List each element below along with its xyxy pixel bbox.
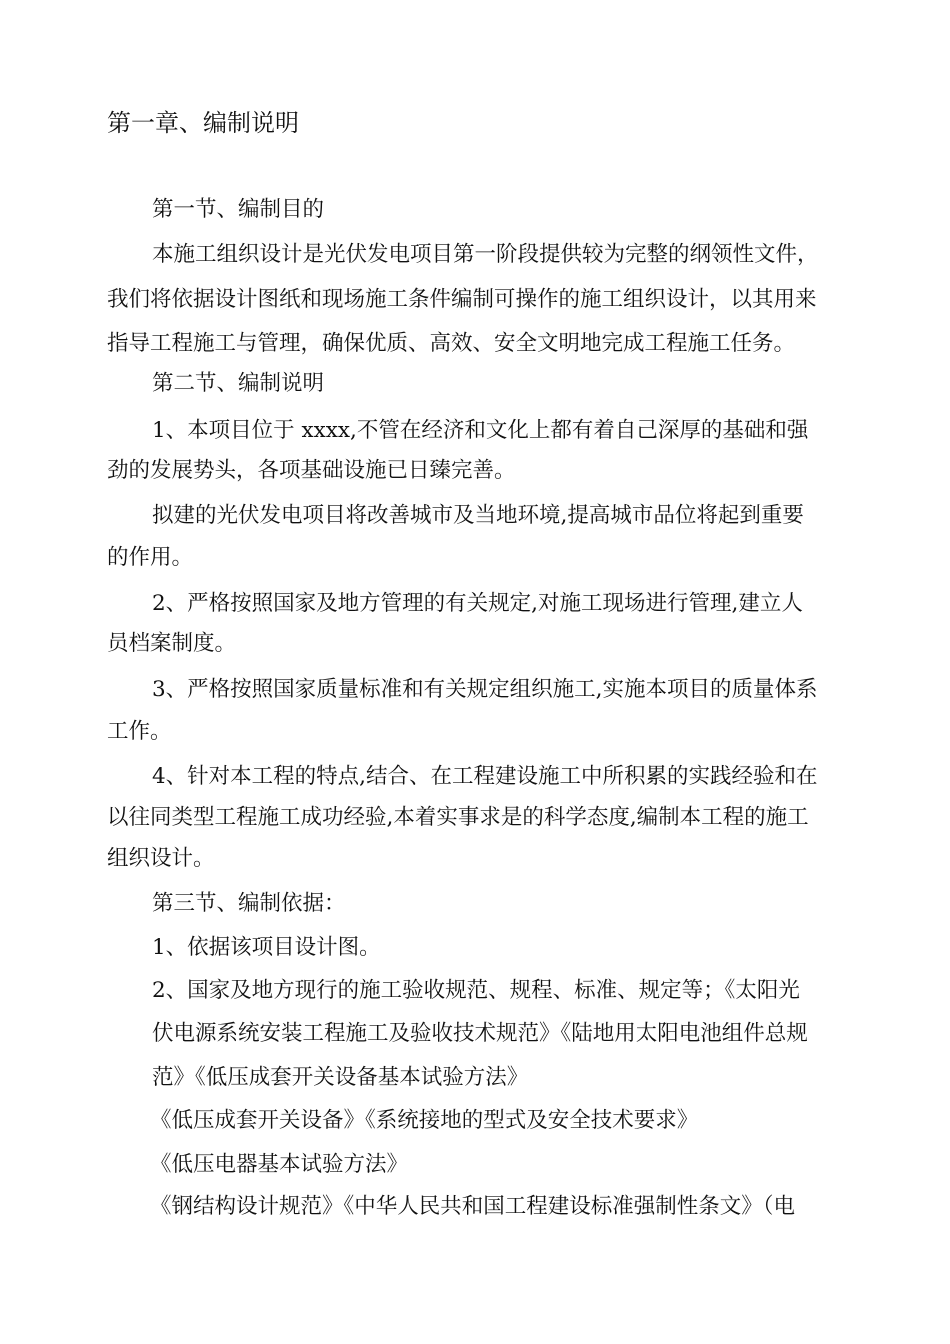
paragraph-line: 2、严格按照国家及地方管理的有关规定,对施工现场进行管理,建立人 bbox=[152, 591, 803, 616]
section-heading-purpose: 第一节、编制目的 bbox=[152, 197, 325, 222]
paragraph-line: 指导工程施工与管理，确保优质、高效、安全文明地完成工程施工任务。 bbox=[107, 331, 796, 356]
paragraph-line: 劲的发展势头，各项基础设施已日臻完善。 bbox=[107, 458, 516, 483]
section-heading-description: 第二节、编制说明 bbox=[152, 371, 325, 396]
paragraph-line: 的作用。 bbox=[107, 545, 194, 570]
paragraph-line: 本施工组织设计是光伏发电项目第一阶段提供较为完整的纲领性文件， bbox=[152, 242, 819, 267]
paragraph-line: 《低压成套开关设备》《系统接地的型式及安全技术要求》 bbox=[150, 1108, 699, 1133]
paragraph-line: 工作。 bbox=[107, 719, 172, 744]
paragraph-line: 1、本项目位于 xxxx,不管在经济和文化上都有着自己深厚的基础和强 bbox=[152, 418, 809, 443]
paragraph-line: 拟建的光伏发电项目将改善城市及当地环境,提高城市品位将起到重要 bbox=[152, 503, 804, 528]
paragraph-line: 员档案制度。 bbox=[107, 631, 237, 656]
chapter-title: 第一章、编制说明 bbox=[107, 109, 299, 137]
section-heading-basis: 第三节、编制依据： bbox=[152, 891, 346, 916]
paragraph-line: 范》《低压成套开关设备基本试验方法》 bbox=[152, 1065, 529, 1090]
paragraph-line: 1、依据该项目设计图。 bbox=[152, 935, 381, 960]
paragraph-line: 《低压电器基本试验方法》 bbox=[150, 1152, 409, 1177]
paragraph-line: 伏电源系统安装工程施工及验收技术规范》《陆地用太阳电池组件总规 bbox=[152, 1021, 808, 1046]
paragraph-line: 2、国家及地方现行的施工验收规范、规程、标准、规定等；《太阳光 bbox=[152, 978, 800, 1003]
paragraph-line: 我们将依据设计图纸和现场施工条件编制可操作的施工组织设计，以其用来 bbox=[107, 287, 817, 312]
paragraph-line: 《钢结构设计规范》《中华人民共和国工程建设标准强制性条文》（电 bbox=[150, 1194, 796, 1219]
paragraph-line: 以往同类型工程施工成功经验,本着实事求是的科学态度,编制本工程的施工 bbox=[107, 805, 809, 830]
paragraph-line: 3、严格按照国家质量标准和有关规定组织施工,实施本项目的质量体系 bbox=[152, 677, 818, 702]
paragraph-line: 4、针对本工程的特点,结合、在工程建设施工中所积累的实践经验和在 bbox=[152, 764, 818, 789]
paragraph-line: 组织设计。 bbox=[107, 846, 215, 871]
